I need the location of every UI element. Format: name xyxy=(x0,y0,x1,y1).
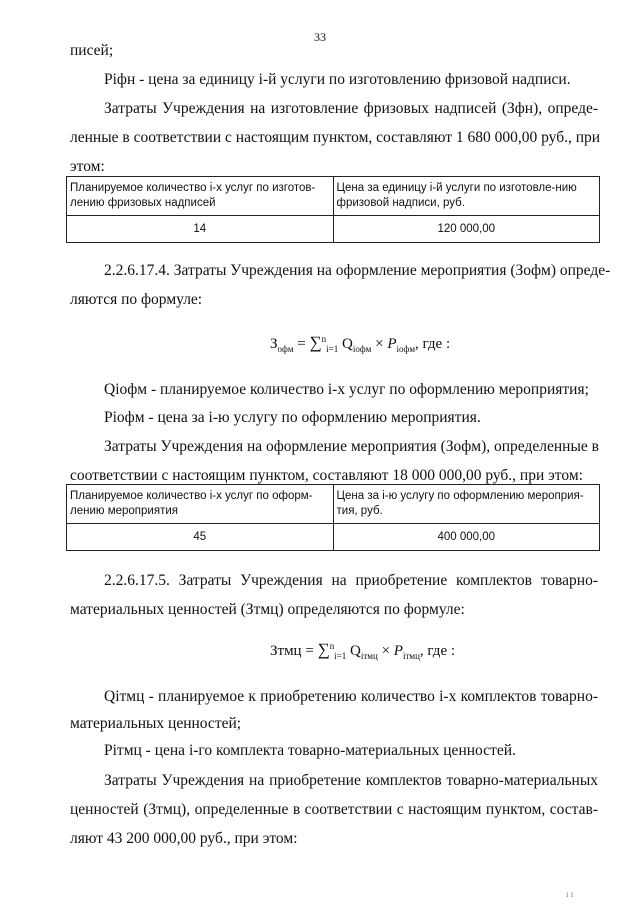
table-cell: 120 000,00 xyxy=(333,216,600,243)
page-number: 33 xyxy=(314,30,326,44)
table-header-cell: Цена за единицу i-й услуги по изготовле-нию фризовой надписи, руб. xyxy=(333,177,600,216)
table-row xyxy=(67,524,600,551)
table-header-row xyxy=(67,177,600,216)
table-header-cell: Планируемое количество i-х услуг по изготов-лению фризовых надписей xyxy=(67,177,334,216)
paragraph-line: ленные в соответствии с настоящим пунктом, составляют 1 680 000,00 руб., при xyxy=(70,129,601,146)
paragraph-line: 2.2.6.17.5. Затраты Учреждения на приобретение комплектов товарно- xyxy=(104,572,598,589)
table-header-row xyxy=(67,485,600,524)
paragraph-line: писей; xyxy=(70,42,114,59)
paragraph-line: Piтмц - цена i-го комплекта товарно-материальных ценностей. xyxy=(104,742,516,759)
paragraph-line: Qiтмц - планируемое к приобретению количество i-х комплектов товарно- xyxy=(104,688,598,705)
paragraph-line: ляют 43 200 000,00 руб., при этом: xyxy=(70,830,298,847)
paragraph-line: ляются по формуле: xyxy=(70,291,203,308)
corner-mark: ı ı xyxy=(566,889,574,899)
formula-inventory-sets: Зтмц = ∑$^n_{i=1}$ $Q_{iтмц} \times P_{iтмц}$, где : xyxy=(270,640,456,661)
paragraph-line: 2.2.6.17.4. Затраты Учреждения на оформление мероприятия (Зофм) опреде- xyxy=(104,262,611,279)
table-cell: 14 xyxy=(67,216,334,243)
paragraph-line: соответствии с настоящим пунктом, составляют 18 000 000,00 руб., при этом: xyxy=(70,467,583,484)
table-cell: 45 xyxy=(67,524,334,551)
paragraph-line: Затраты Учреждения на оформление мероприятия (Зофм), определенные в xyxy=(104,438,599,455)
paragraph-line: ценностей (Зтмц), определенные в соответствии с настоящим пунктом, состав- xyxy=(70,801,598,818)
paragraph-line: Затраты Учреждения на изготовление фризовых надписей (Зфн), опреде- xyxy=(104,100,598,117)
formula-event-decoration: $З_{офм} = \sum^n_{i=1}$ $Q_{iофм} \times P_{iофм}$, где : xyxy=(270,333,451,354)
table-cell: 400 000,00 xyxy=(333,524,600,551)
paragraph-line: Piфн - цена за единицу i-й услуги по изготовлению фризовой надписи. xyxy=(104,71,571,88)
table-frieze-inscriptions xyxy=(66,176,600,243)
table-event-decoration xyxy=(66,484,600,551)
paragraph-line: Piофм - цена за i-ю услугу по оформлению мероприятия. xyxy=(104,409,481,426)
table-header-cell: Планируемое количество i-х услуг по оформ-лению мероприятия xyxy=(67,485,334,524)
table-row xyxy=(67,216,600,243)
paragraph-line: материальных ценностей (Зтмц) определяются по формуле: xyxy=(70,601,465,618)
paragraph-line: материальных ценностей; xyxy=(70,715,242,732)
table-header-cell: Цена за i-ю услугу по оформлению мероприя-тия, руб. xyxy=(333,485,600,524)
paragraph-line: этом: xyxy=(70,158,105,175)
paragraph-line: Затраты Учреждения на приобретение комплектов товарно-материальных xyxy=(104,772,598,789)
paragraph-line: Qiофм - планируемое количество i-х услуг по оформлению мероприятия; xyxy=(104,381,589,398)
